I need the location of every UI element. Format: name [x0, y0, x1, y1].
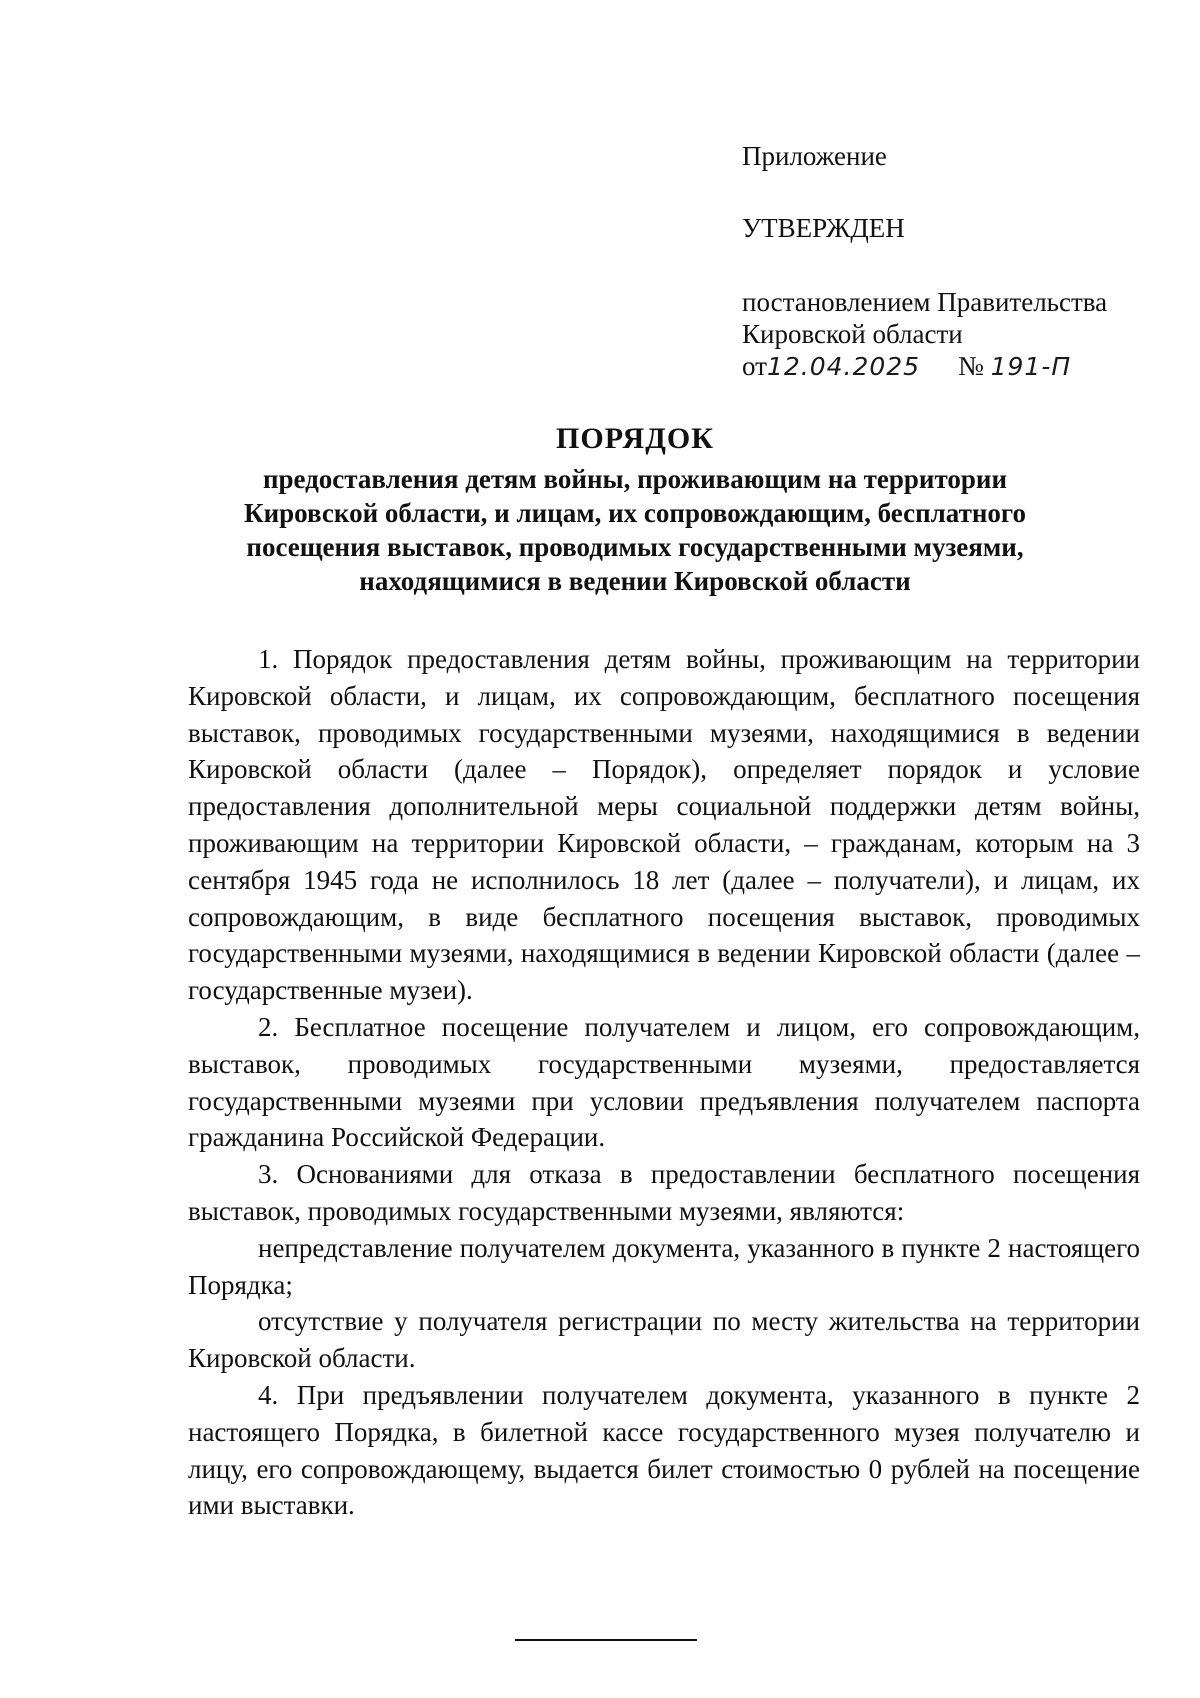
paragraph-3-item-2: отсутствие у получателя регистрации по месту жительства на территории Кировской области. [188, 1306, 1140, 1374]
paragraph-3-item-1: непредставление получателем документа, указанного в пункте 2 настоящего Порядка; [188, 1232, 1140, 1300]
approval-block [742, 140, 1107, 383]
document-body [188, 641, 1140, 1524]
document-title: ПОРЯДОК [556, 422, 714, 455]
handwritten-date: 12.04.2025 [766, 352, 921, 381]
decree-line-2: Кировской области [742, 319, 963, 349]
handwritten-number: 191-П [990, 352, 1072, 381]
paragraph-1: 1. Порядок предоставления детям войны, проживающим на территории Кировской области, и лицам, их сопровождающим, бесплатного посещения выставок, проводимых государственными музеями, находящимися в ведении Кировской области (далее – Порядок), определяет порядок и условие предоставления дополнительной меры социальной поддержки детям войны, проживающим на территории Кировской области, – гражданам, которым на 3 сентября 1945 года не исполнилось 18 лет (далее – получатели), и лицам, их сопровождающим, в виде бесплатного посещения выставок, проводимых государственными музеями, находящимися в ведении Кировской области (далее – государственные музеи). [188, 644, 1140, 1006]
appendix-label: Приложение [742, 141, 887, 171]
decree-date-number-line [742, 350, 1107, 383]
title-block [170, 420, 1100, 598]
paragraph-2: 2. Бесплатное посещение получателем и лицом, его сопровождающим, выставок, проводимых государственными музеями, предоставляется государственными музеями при условии предъявления получателем паспорта гражданина Российской Федерации. [188, 1011, 1140, 1153]
paragraph-4: 4. При предъявлении получателем документа, указанного в пункте 2 настоящего Порядка, в билетной кассе государственного музея получателю и лицу, его сопровождающему, выдается билет стоимостью 0 рублей на посещение ими выставки. [188, 1379, 1140, 1521]
approved-label: УТВЕРЖДЕН [742, 213, 905, 243]
document-subtitle: предоставления детям войны, проживающим на территории Кировской области, и лицам, их сопровождающим, бесплатного посещения выставок, проводимых государственными музеями, находящимися в ведении Кировской области [244, 464, 1026, 596]
decree-line-1: постановлением Правительства [742, 287, 1108, 317]
number-label: № [958, 351, 984, 381]
end-divider [515, 1639, 697, 1641]
paragraph-3: 3. Основаниями для отказа в предоставлении бесплатного посещения выставок, проводимых государственными музеями, являются: [188, 1159, 1140, 1226]
date-prefix: от [742, 351, 767, 381]
